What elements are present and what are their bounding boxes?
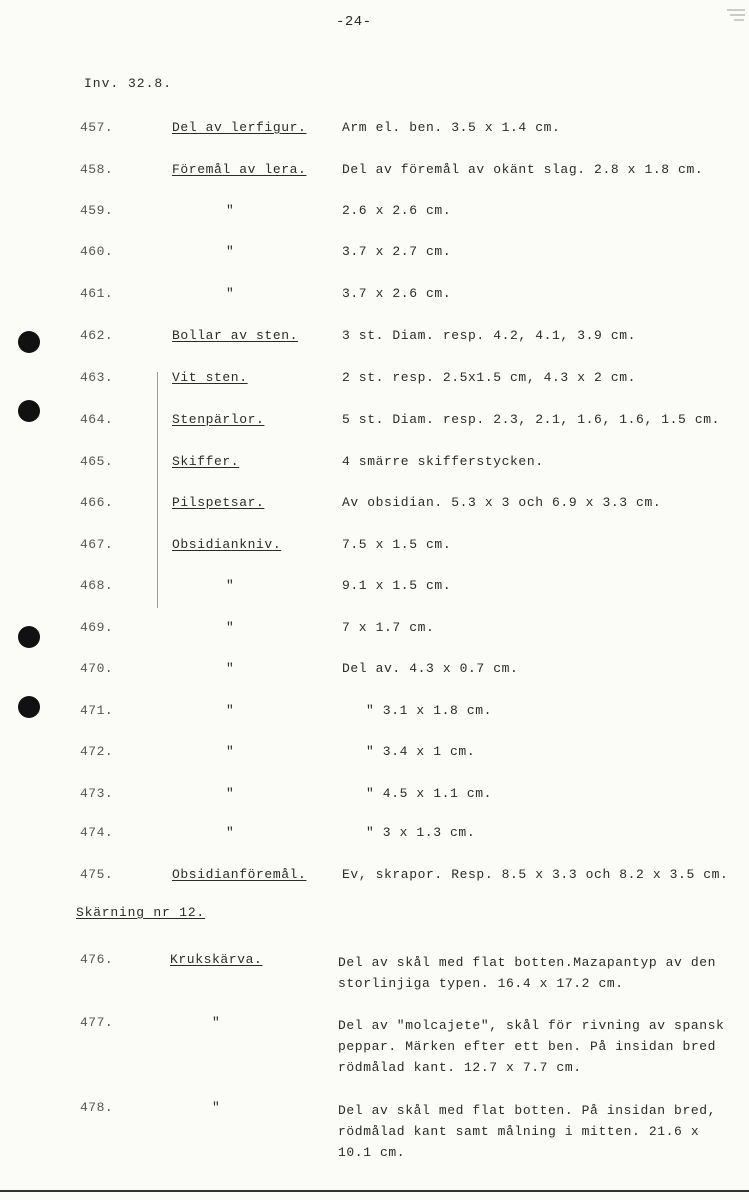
entry-row xyxy=(0,620,749,642)
entry-name: Obsidiankniv. xyxy=(172,537,282,552)
entry-description: 3.7 x 2.7 cm. xyxy=(342,244,452,259)
entry-name-ditto: " xyxy=(226,578,235,593)
entry-description: 2.6 x 2.6 cm. xyxy=(342,203,452,218)
entry-description: Arm el. ben. 3.5 x 1.4 cm. xyxy=(342,120,561,135)
entry-description: 7.5 x 1.5 cm. xyxy=(342,537,452,552)
entry-row xyxy=(0,495,749,517)
entry-number: 463. xyxy=(80,370,114,385)
entry-number: 476. xyxy=(80,952,114,967)
entry-name: Bollar av sten. xyxy=(172,328,299,343)
section-heading: Skärning nr 12. xyxy=(76,905,206,920)
entry-row xyxy=(0,537,749,559)
entry-row xyxy=(0,120,749,142)
entry-row xyxy=(0,661,749,683)
entry-name-ditto: " xyxy=(226,620,235,635)
entry-number: 466. xyxy=(80,495,114,510)
entry-number: 477. xyxy=(80,1015,114,1030)
entry-number: 473. xyxy=(80,786,114,801)
entry-name: Stenpärlor. xyxy=(172,412,265,427)
entry-description: 4 smärre skifferstycken. xyxy=(342,454,544,469)
page-number: -24- xyxy=(336,14,372,30)
entry-row xyxy=(0,412,749,434)
entry-name-ditto: " xyxy=(226,744,235,759)
entry-description: 3.7 x 2.6 cm. xyxy=(342,286,452,301)
entry-name-ditto: " xyxy=(212,1100,221,1115)
entry-description: Del av skål med flat botten. På insidan bred, rödmålad kant samt målning i mitten. 21.6 x 10.1 cm. xyxy=(338,1103,717,1160)
margin-line xyxy=(157,372,158,608)
entry-name: Obsidianföremål. xyxy=(172,867,307,882)
entry-row xyxy=(0,578,749,600)
entry-number: 459. xyxy=(80,203,114,218)
entry-name: Del av lerfigur. xyxy=(172,120,307,135)
entry-description: 7 x 1.7 cm. xyxy=(342,620,435,635)
entry-description: " 3 x 1.3 cm. xyxy=(366,825,476,840)
entry-number: 457. xyxy=(80,120,114,135)
entry-number: 461. xyxy=(80,286,114,301)
entry-row xyxy=(0,825,749,847)
inventory-header: Inv. 32.8. xyxy=(84,76,173,91)
entry-name-ditto: " xyxy=(226,244,235,259)
entry-name-ditto: " xyxy=(226,786,235,801)
entry-row xyxy=(0,867,749,889)
entry-description: 2 st. resp. 2.5x1.5 cm, 4.3 x 2 cm. xyxy=(342,370,637,385)
entry-description: Av obsidian. 5.3 x 3 och 6.9 x 3.3 cm. xyxy=(342,495,662,510)
entry-name-ditto: " xyxy=(226,661,235,676)
entry-number: 460. xyxy=(80,244,114,259)
entry-name-ditto: " xyxy=(226,703,235,718)
entry-number: 472. xyxy=(80,744,114,759)
entry-name: Vit sten. xyxy=(172,370,248,385)
entry-description: 9.1 x 1.5 cm. xyxy=(342,578,452,593)
entry-row xyxy=(0,162,749,184)
entry-number: 462. xyxy=(80,328,114,343)
entry-description: 5 st. Diam. resp. 2.3, 2.1, 1.6, 1.6, 1.5 cm. xyxy=(342,412,721,427)
entry-row xyxy=(0,244,749,266)
entry-row xyxy=(0,744,749,766)
entry-name-ditto: " xyxy=(226,286,235,301)
entry-name: Skiffer. xyxy=(172,454,240,469)
entry-number: 474. xyxy=(80,825,114,840)
entry-number: 468. xyxy=(80,578,114,593)
entry-row xyxy=(0,328,749,350)
corner-mark xyxy=(726,6,746,22)
entry-description: " 3.1 x 1.8 cm. xyxy=(366,703,493,718)
entry-number: 464. xyxy=(80,412,114,427)
entry-number: 458. xyxy=(80,162,114,177)
entry-name: Krukskärva. xyxy=(170,952,263,967)
bottom-edge-line xyxy=(0,1190,749,1192)
entry-name-ditto: " xyxy=(226,203,235,218)
entry-row xyxy=(0,454,749,476)
entry-number: 465. xyxy=(80,454,114,469)
entry-description: Ev, skrapor. Resp. 8.5 x 3.3 och 8.2 x 3.5 cm. xyxy=(342,867,729,882)
entry-number: 470. xyxy=(80,661,114,676)
entry-number: 467. xyxy=(80,537,114,552)
entry-description: " 4.5 x 1.1 cm. xyxy=(366,786,493,801)
entry-name: Föremål av lera. xyxy=(172,162,307,177)
entry-row xyxy=(0,286,749,308)
entry-row xyxy=(0,703,749,725)
entry-description: Del av skål med flat botten.Mazapantyp av den storlinjiga typen. 16.4 x 17.2 cm. xyxy=(338,955,717,991)
entry-description: " 3.4 x 1 cm. xyxy=(366,744,476,759)
entry-number: 471. xyxy=(80,703,114,718)
entry-number: 475. xyxy=(80,867,114,882)
entry-row xyxy=(0,370,749,392)
entry-name-ditto: " xyxy=(226,825,235,840)
entry-number: 469. xyxy=(80,620,114,635)
entry-description: Del av "molcajete", skål för rivning av spansk peppar. Märken efter ett ben. På insidan bred rödmålad kant. 12.7 x 7.7 cm. xyxy=(338,1018,725,1075)
entry-row xyxy=(0,786,749,808)
entry-description: Del av. 4.3 x 0.7 cm. xyxy=(342,661,519,676)
entry-name-ditto: " xyxy=(212,1015,221,1030)
entry-number: 478. xyxy=(80,1100,114,1115)
entry-description: 3 st. Diam. resp. 4.2, 4.1, 3.9 cm. xyxy=(342,328,637,343)
entry-row xyxy=(0,203,749,225)
entry-name: Pilspetsar. xyxy=(172,495,265,510)
entry-description: Del av föremål av okänt slag. 2.8 x 1.8 cm. xyxy=(342,162,704,177)
